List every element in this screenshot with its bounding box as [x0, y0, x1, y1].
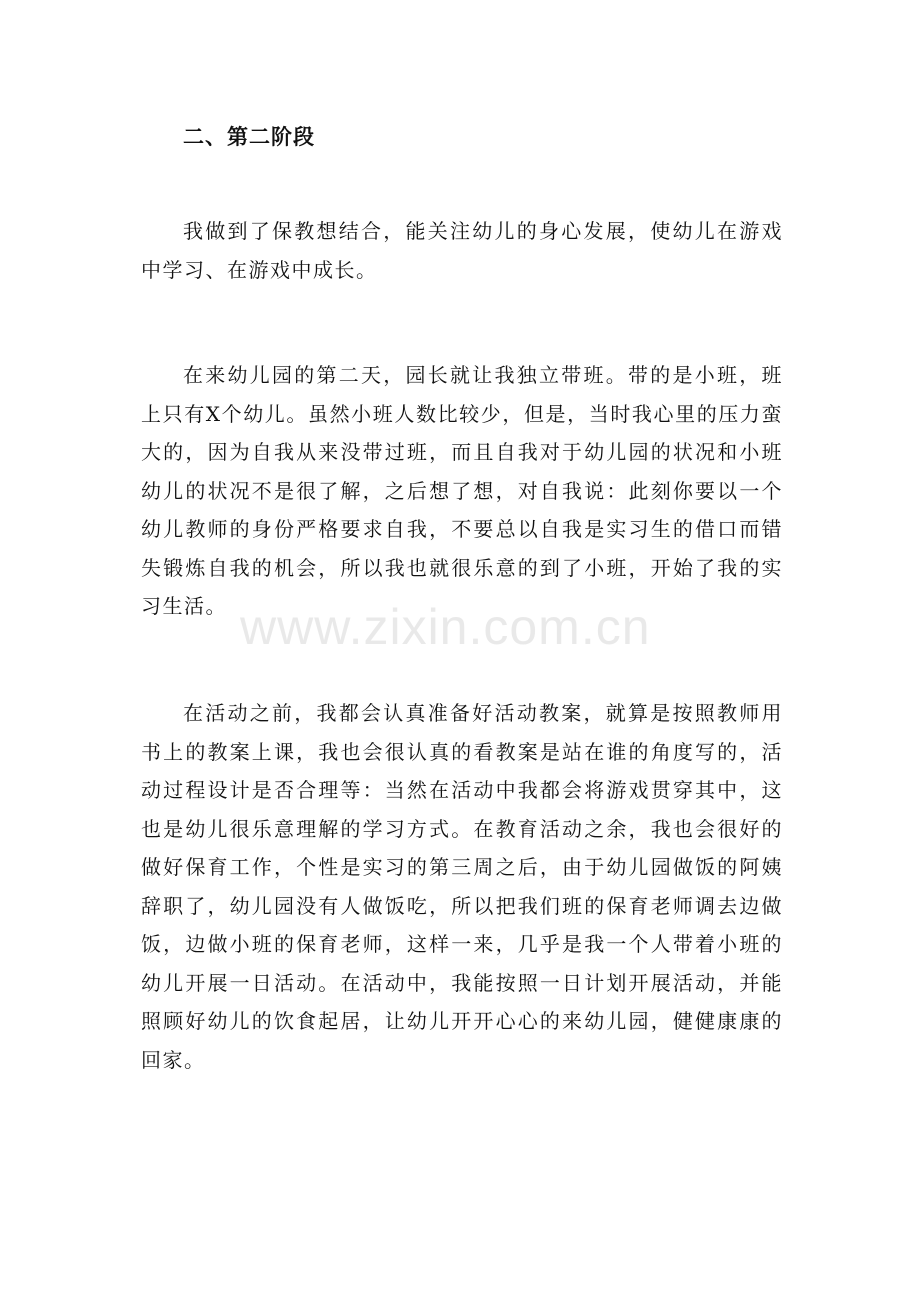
watermark: www.zixin.com.cn — [240, 599, 651, 655]
paragraph-3: 在活动之前，我都会认真准备好活动教案，就算是按照教师用书上的教案上课，我也会很认真的看教案是站在谁的角度写的，活动过程设计是否合理等：当然在活动中我都会将游戏贯穿其中，这也是幼儿很乐意理解的学习方式。在教育活动之余，我也会很好的做好保育工作，个性是实习的第三周之后，由于幼儿园做饭的阿姨辞职了，幼儿园没有人做饭吃，所以把我们班的保育老师调去边做饭，边做小班的保育老师，这样一来，几乎是我一个人带着小班的幼儿开展一日活动。在活动中，我能按照一日计划开展活动，并能照顾好幼儿的饮食起居，让幼儿开开心心的来幼儿园，健健康康的回家。 — [141, 701, 783, 1072]
paragraph-2: 在来幼儿园的第二天，园长就让我独立带班。带的是小班，班上只有X个幼儿。虽然小班人数比较少，但是，当时我心里的压力蛮大的，因为自我从来没带过班，而且自我对于幼儿园的状况和小班幼儿的状况不是很了解，之后想了想，对自我说：此刻你要以一个幼儿教师的身份严格要求自我，不要总以自我是实习生的借口而错失锻炼自我的机会，所以我也就很乐意的到了小班，开始了我的实习生活。 — [141, 363, 783, 618]
section-heading: 二、第二阶段 — [183, 125, 315, 149]
paragraph-1: 我做到了保教想结合，能关注幼儿的身心发展，使幼儿在游戏中学习、在游戏中成长。 — [141, 219, 783, 282]
